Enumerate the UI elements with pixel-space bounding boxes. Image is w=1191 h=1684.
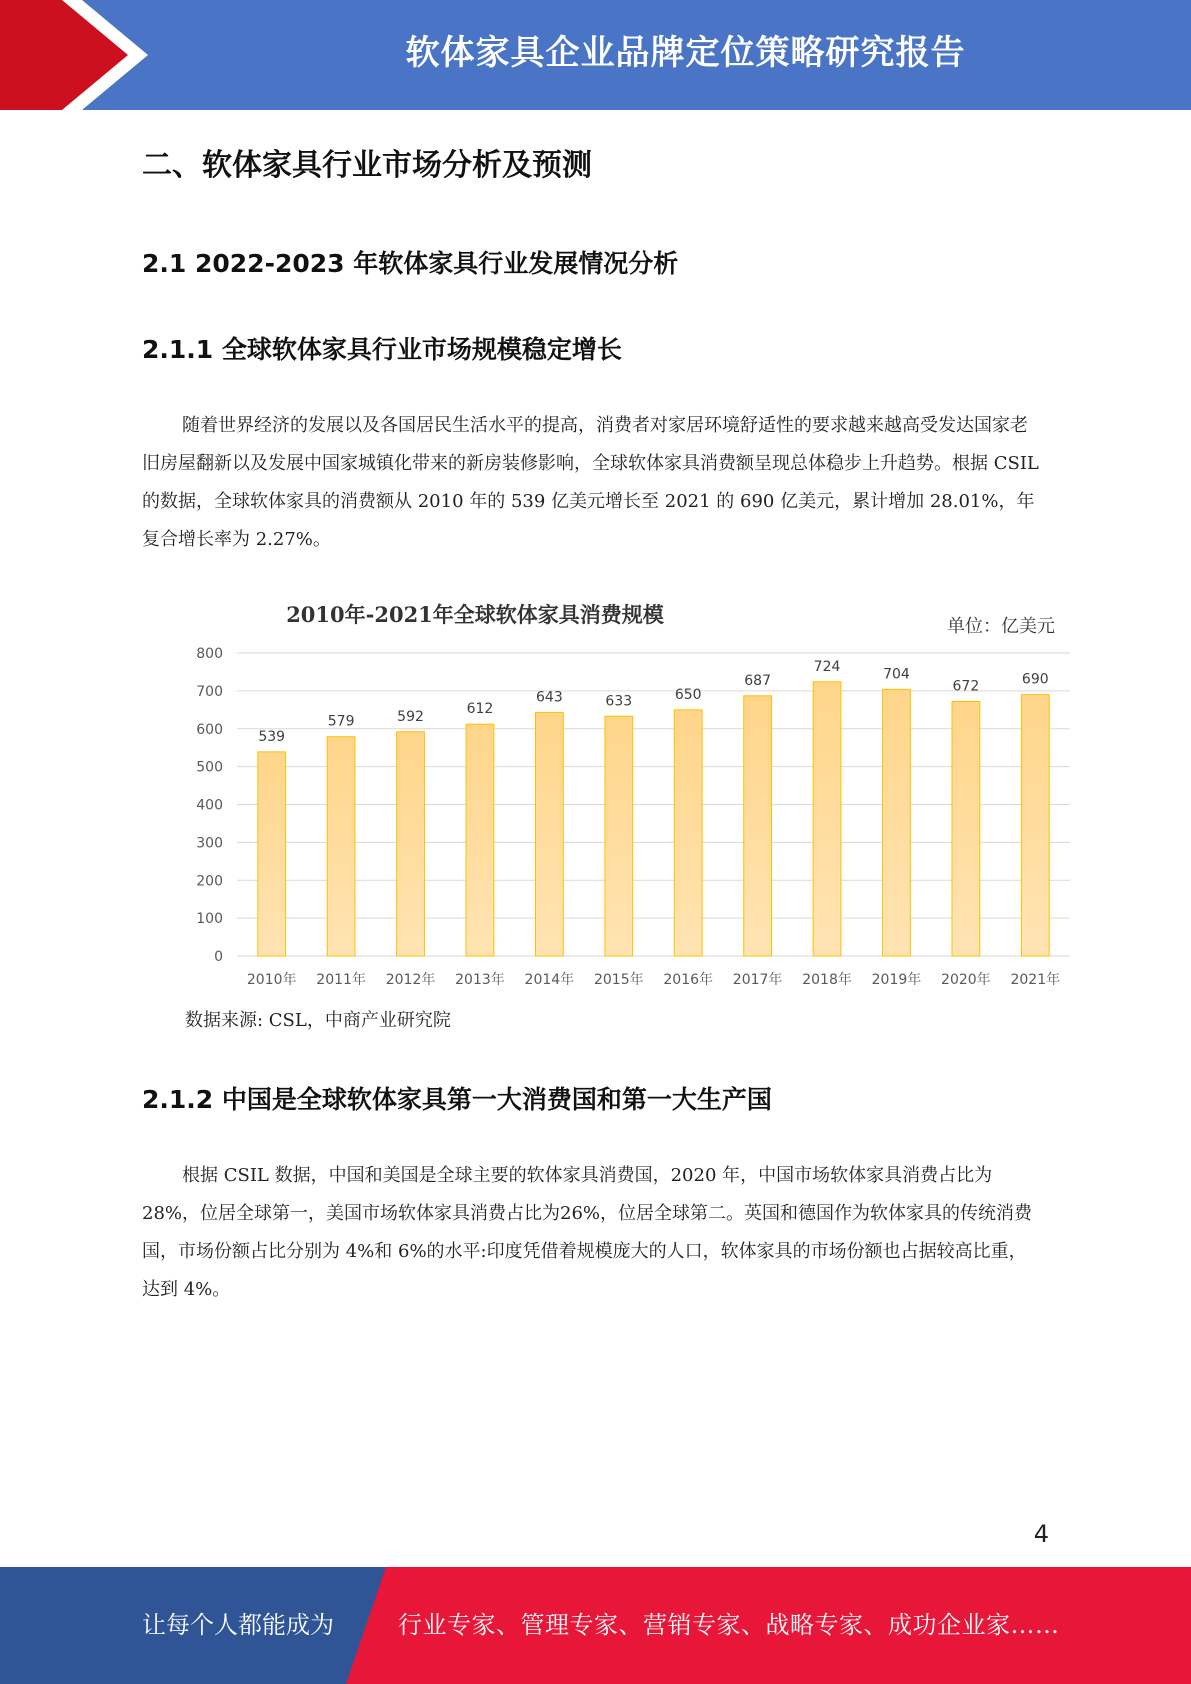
x-tick-label: 2019年 bbox=[871, 972, 922, 988]
data-label: 579 bbox=[327, 713, 355, 730]
header-banner bbox=[0, 0, 1191, 110]
page-number: 4 bbox=[1033, 1520, 1049, 1548]
y-tick-label: 500 bbox=[196, 759, 223, 776]
section-title: 二、软体家具行业市场分析及预测 bbox=[142, 148, 592, 183]
x-tick-label: 2018年 bbox=[802, 972, 852, 988]
bar-chart bbox=[175, 590, 1075, 1000]
y-tick-label: 700 bbox=[196, 683, 223, 700]
bar bbox=[258, 752, 286, 956]
bar bbox=[674, 710, 702, 956]
data-label: 539 bbox=[258, 728, 286, 745]
y-tick-label: 400 bbox=[196, 797, 223, 814]
paragraph-text: 根据 CSIL 数据，中国和美国是全球主要的软体家具消费国，2020 年，中国市场软体家具消费占比为 28%，位居全球第一，美国市场软体家具消费占比为26%，位居全球第二。英国和德国作为软体家具的传统消费国，市场份额占比分别为 4%和 6%的水平:印度凭借着规模庞大的人口，软体家具的市场份额也占据较高比重，达到 4%。 bbox=[142, 1165, 1033, 1300]
bar bbox=[744, 696, 772, 956]
bar bbox=[883, 689, 911, 956]
x-tick-label: 2012年 bbox=[385, 972, 436, 988]
x-tick-label: 2020年 bbox=[941, 972, 991, 988]
subsection-2-1-1-title: 2.1.1 全球软体家具行业市场规模稳定增长 bbox=[142, 335, 622, 364]
y-tick-label: 600 bbox=[196, 721, 223, 738]
y-tick-label: 200 bbox=[196, 873, 223, 890]
paragraph-china-market bbox=[142, 1157, 1042, 1309]
x-tick-label: 2017年 bbox=[732, 972, 783, 988]
data-label: 592 bbox=[397, 708, 424, 725]
y-tick-label: 0 bbox=[214, 949, 223, 965]
bar bbox=[952, 701, 980, 956]
data-label: 672 bbox=[952, 678, 980, 695]
report-title: 软体家具企业品牌定位策略研究报告 bbox=[405, 33, 966, 73]
footer-banner bbox=[0, 1567, 1191, 1684]
data-label: 724 bbox=[813, 658, 841, 675]
bar bbox=[813, 682, 841, 956]
footer-slogan-right: 行业专家、管理专家、营销专家、战略专家、成功企业家…… bbox=[398, 1611, 1060, 1639]
y-tick-label: 800 bbox=[196, 646, 223, 662]
footer-slogan-left: 让每个人都能成为 bbox=[142, 1611, 334, 1639]
y-tick-label: 300 bbox=[196, 835, 223, 852]
paragraph-global-market bbox=[142, 407, 1042, 559]
x-tick-label: 2021年 bbox=[1010, 972, 1061, 988]
data-label: 687 bbox=[744, 672, 771, 689]
bar bbox=[327, 737, 355, 956]
chart-title: 2010年-2021年全球软体家具消费规模 bbox=[286, 602, 664, 627]
bar bbox=[605, 716, 633, 956]
subsection-title: 2.1 2022-2023 年软体家具行业发展情况分析 bbox=[142, 249, 679, 278]
subsection-2-1-2-title: 2.1.2 中国是全球软体家具第一大消费国和第一大生产国 bbox=[142, 1085, 772, 1114]
data-source: 数据来源: CSL，中商产业研究院 bbox=[185, 1010, 451, 1031]
x-tick-label: 2015年 bbox=[593, 972, 644, 988]
y-tick-label: 100 bbox=[196, 911, 223, 928]
data-label: 690 bbox=[1021, 671, 1049, 688]
chart-svg bbox=[175, 590, 1075, 1000]
chart-unit-label: 单位：亿美元 bbox=[947, 616, 1055, 637]
bar bbox=[466, 724, 494, 956]
x-tick-label: 2016年 bbox=[663, 972, 714, 988]
data-label: 633 bbox=[605, 693, 633, 710]
data-label: 704 bbox=[883, 666, 910, 683]
data-label: 650 bbox=[674, 686, 702, 703]
bar bbox=[535, 712, 563, 956]
x-tick-label: 2011年 bbox=[316, 972, 366, 988]
bar bbox=[397, 732, 425, 956]
x-tick-label: 2014年 bbox=[524, 972, 575, 988]
data-label: 612 bbox=[466, 701, 494, 718]
x-tick-label: 2010年 bbox=[246, 972, 297, 988]
x-tick-label: 2013年 bbox=[455, 972, 505, 988]
data-label: 643 bbox=[536, 689, 563, 706]
paragraph-text: 随着世界经济的发展以及各国居民生活水平的提高，消费者对家居环境舒适性的要求越来越高受发达国家老旧房屋翻新以及发展中国家城镇化带来的新房装修影响，全球软体家具消费额呈现总体稳步上升趋势。根据 CSIL 的数据，全球软体家具的消费额从 2010 年的 539 亿美元增长至 2021 的 690 亿美元，累计增加 28.01%，年复合增长率为 2.27%。 bbox=[142, 415, 1039, 550]
bar bbox=[1021, 695, 1049, 956]
